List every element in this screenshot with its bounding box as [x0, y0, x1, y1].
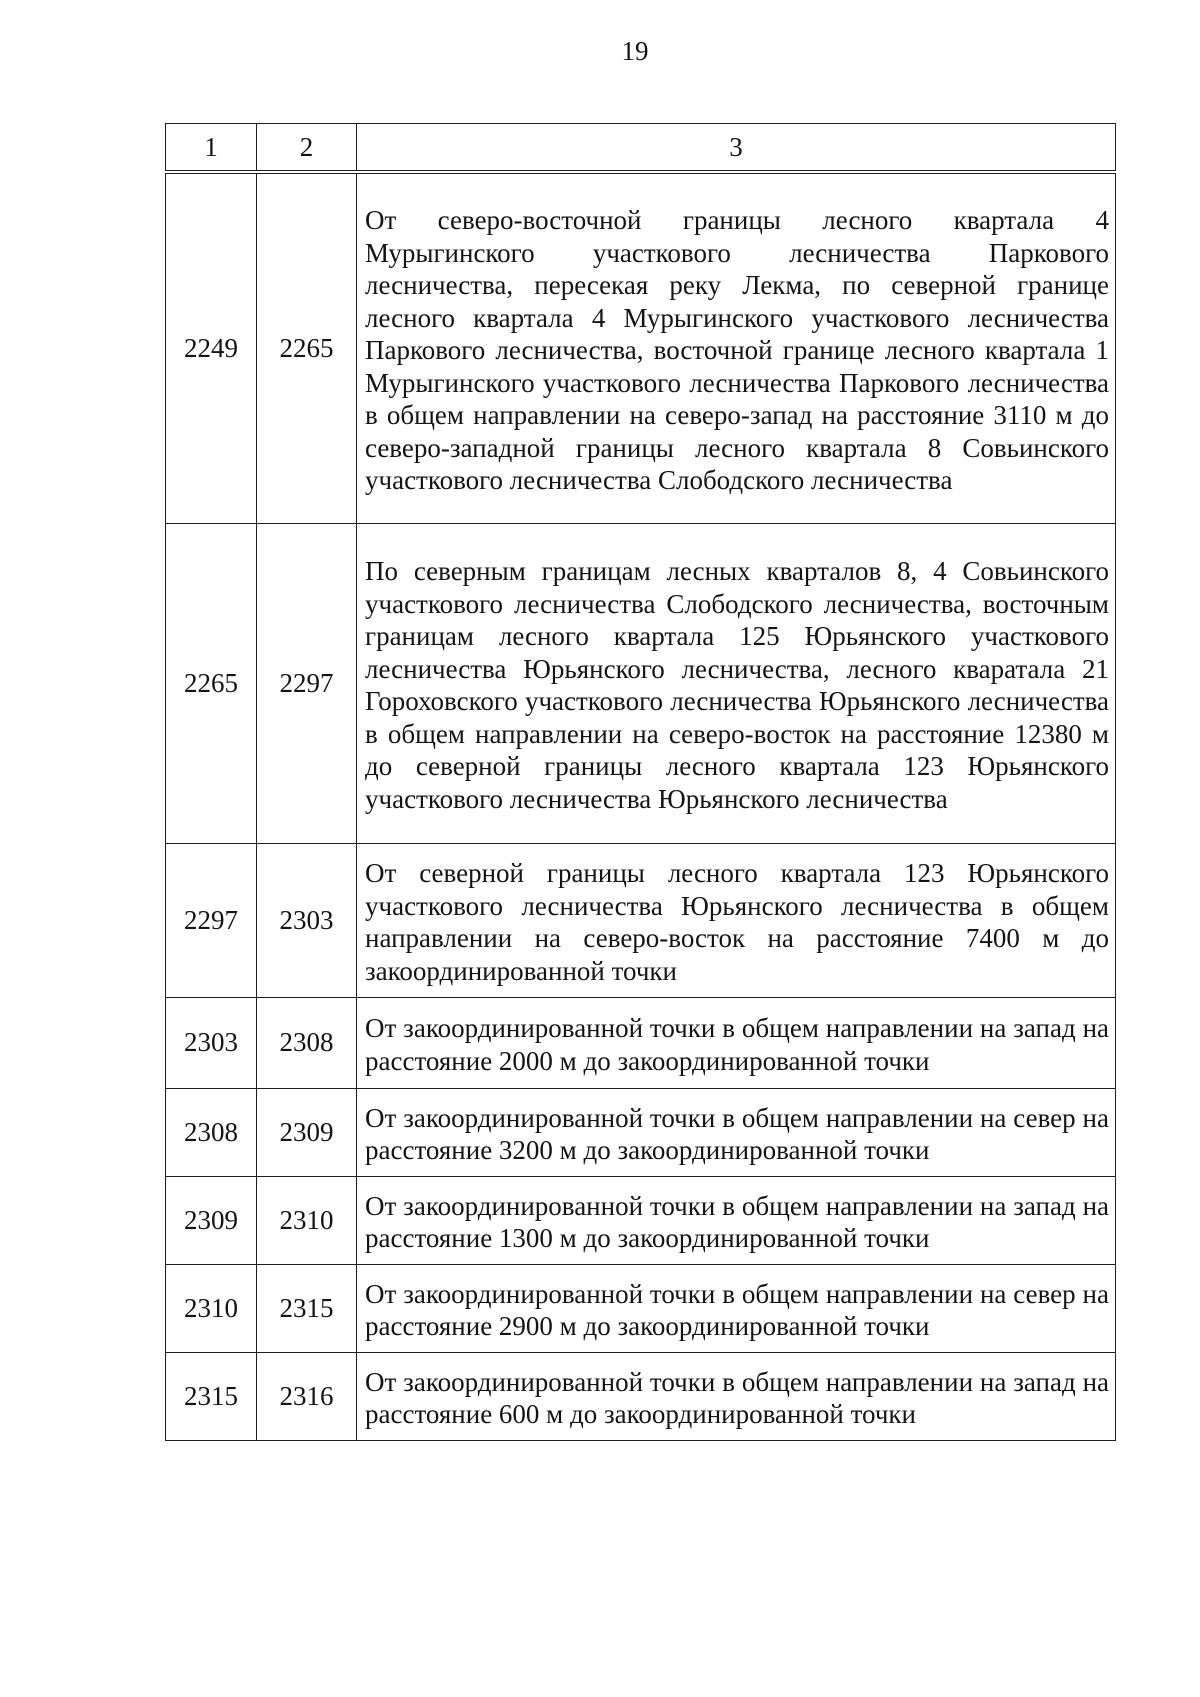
- point-to: 2310: [257, 1176, 357, 1264]
- column-header-3: 3: [357, 124, 1116, 173]
- point-from: 2303: [166, 997, 257, 1088]
- boundary-description: От северо-восточной границы лесного квартала 4 Мурыгинского участкового лесничества Паркового лесничества, пересекая реку Лекма, по северной границе лесного квартала 4 Мурыгинского участкового лесничества Паркового лесничества, восточной границе лесного квартала 1 Мурыгинского участкового лесничества Паркового лесничества в общем направлении на северо-запад на расстояние 3110 м до северо-западной границы лесного квартала 8 Совьинского участкового лесничества Слободского лесничества: [357, 172, 1116, 523]
- boundary-description-table: [165, 123, 1116, 1441]
- point-to: 2265: [257, 172, 357, 523]
- point-from: 2265: [166, 523, 257, 843]
- boundary-description: От закоординированной точки в общем направлении на север на расстояние 2900 м до закоординированной точки: [357, 1264, 1116, 1352]
- point-to: 2297: [257, 523, 357, 843]
- point-to: 2303: [257, 843, 357, 997]
- page-number: 19: [621, 36, 649, 66]
- table-row: [166, 1264, 1116, 1352]
- point-to: 2309: [257, 1088, 357, 1176]
- column-header-2: 2: [257, 124, 357, 173]
- point-from: 2315: [166, 1352, 257, 1440]
- table-row: [166, 1352, 1116, 1440]
- boundary-description: По северным границам лесных кварталов 8, 4 Совьинского участкового лесничества Слободского лесничества, восточным границам лесного квартала 125 Юрьянского участкового лесничества Юрьянского лесничества, лесного кваратала 21 Гороховского участкового лесничества Юрьянского лесничества в общем направлении на северо-восток на расстояние 12380 м до северной границы лесного квартала 123 Юрьянского участкового лесничества Юрьянского лесничества: [357, 523, 1116, 843]
- table-row: [166, 843, 1116, 997]
- point-from: 2310: [166, 1264, 257, 1352]
- table-row: [166, 1176, 1116, 1264]
- boundary-description: От закоординированной точки в общем направлении на север на расстояние 3200 м до закоординированной точки: [357, 1088, 1116, 1176]
- point-to: 2316: [257, 1352, 357, 1440]
- table-row: [166, 172, 1116, 523]
- point-to: 2315: [257, 1264, 357, 1352]
- point-to: 2308: [257, 997, 357, 1088]
- table-row: [166, 997, 1116, 1088]
- boundary-description: От закоординированной точки в общем направлении на запад на расстояние 1300 м до закоординированной точки: [357, 1176, 1116, 1264]
- table-header-row: [166, 124, 1116, 173]
- point-from: 2297: [166, 843, 257, 997]
- boundary-description: От закоординированной точки в общем направлении на запад на расстояние 2000 м до закоординированной точки: [357, 997, 1116, 1088]
- column-header-1: 1: [166, 124, 257, 173]
- boundary-description: От северной границы лесного квартала 123 Юрьянского участкового лесничества Юрьянского лесничества в общем направлении на северо-восток на расстояние 7400 м до закоординированной точки: [357, 843, 1116, 997]
- point-from: 2309: [166, 1176, 257, 1264]
- boundary-description: От закоординированной точки в общем направлении на запад на расстояние 600 м до закоординированной точки: [357, 1352, 1116, 1440]
- point-from: 2308: [166, 1088, 257, 1176]
- table-row: [166, 1088, 1116, 1176]
- point-from: 2249: [166, 172, 257, 523]
- table-row: [166, 523, 1116, 843]
